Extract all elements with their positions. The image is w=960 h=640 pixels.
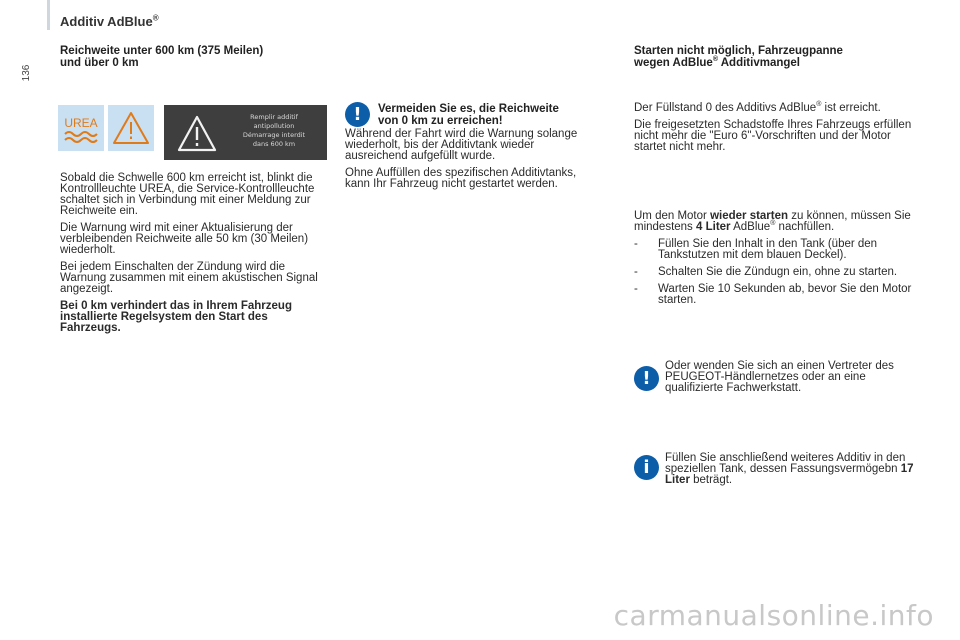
left-column-text xyxy=(60,173,330,340)
middle-para-1: Während der Fahrt wird die Warnung solange wiederholt, bis der Additivtank wieder ausreichend aufgefüllt wurde. xyxy=(345,128,578,162)
left-heading-line1: Reichweite unter 600 km (375 Meilen) xyxy=(60,45,264,57)
left-para-1: Sobald die Schwelle 600 km erreicht ist, blinkt die Kontrollleuchte UREA, die Service-Kontrollleuchte schaltet sich in Verbindung mit einer Meldung zur Reichweite ein. xyxy=(60,172,315,217)
middle-heading-line1: Vermeiden Sie es, die Reichweite xyxy=(378,103,559,115)
right-column-refill xyxy=(634,211,914,312)
left-para-2: Die Warnung wird mit einer Aktualisierung der verbleibenden Reichweite alle 50 km (30 Meilen) wiederholt. xyxy=(60,222,309,256)
dealer-warning-note: Oder wenden Sie sich an einen Vertreter des PEUGEOT-Händlernetzes oder an eine qualifizierte Fachwerkstatt. xyxy=(665,360,894,394)
info-glyph: i xyxy=(643,457,650,478)
display-message-text xyxy=(224,113,324,149)
page-number: 136 xyxy=(21,64,32,82)
left-section-heading xyxy=(60,45,340,69)
watermark: carmanualsonline.info xyxy=(613,599,934,632)
right-column-intro xyxy=(634,103,914,159)
dealer-warning-icon xyxy=(634,366,659,391)
right-para-2: Die freigesetzten Schadstoffe Ihres Fahrzeugs erfüllen nicht mehr die "Euro 6"-Vorschriften und der Motor startet nicht mehr. xyxy=(634,119,912,153)
urea-label: UREA xyxy=(64,116,98,130)
warning-icon xyxy=(345,102,370,127)
middle-heading-line2: von 0 km zu erreichen! xyxy=(378,115,503,127)
capacity-info-note: Füllen Sie anschließend weiteres Additiv in den speziellen Tank, dessen Fassungsvermögebn 17 Liter beträgt. xyxy=(665,452,914,486)
left-heading-line2: und über 0 km xyxy=(60,57,139,69)
urea-icon xyxy=(58,105,104,151)
middle-column-text xyxy=(345,129,595,196)
right-heading-line1: Starten nicht möglich, Fahrzeugpanne xyxy=(634,45,843,57)
display-line-2: antipollution xyxy=(253,122,295,130)
refill-steps-list xyxy=(634,239,914,306)
instrument-display-message xyxy=(164,105,327,160)
display-line-1: Remplir additif xyxy=(250,113,298,121)
right-section-heading xyxy=(634,45,924,69)
right-para-3: Um den Motor wieder starten zu können, müssen Sie mindestens 4 Liter AdBlue® nachfüllen. xyxy=(634,210,911,233)
list-item: - Schalten Sie die Zündugn ein, ohne zu starten. xyxy=(634,267,914,278)
info-icon xyxy=(634,455,659,480)
right-para-1: Der Füllstand 0 des Additivs AdBlue® ist erreicht. xyxy=(634,101,881,114)
urea-warning-lamp-tile xyxy=(58,105,104,151)
warning-glyph: ! xyxy=(353,104,362,125)
service-warning-lamp-tile xyxy=(108,105,154,151)
right-heading-line2: wegen AdBlue® Additivmangel xyxy=(634,56,800,69)
service-warning-triangle-icon xyxy=(108,105,154,151)
warning-glyph: ! xyxy=(642,368,651,389)
left-para-4-bold: Bei 0 km verhindert das in Ihrem Fahrzeug installierte Regelsystem den Start des Fahrzeugs. xyxy=(60,300,292,334)
chapter-title: Additiv AdBlue® xyxy=(60,13,159,29)
middle-para-2: Ohne Auffüllen des spezifischen Additivtanks, kann Ihr Fahrzeug nicht gestartet werden. xyxy=(345,167,577,190)
display-warning-triangle-icon xyxy=(172,105,222,160)
middle-warning-heading xyxy=(378,103,608,127)
list-item: - Warten Sie 10 Sekunden ab, bevor Sie den Motor starten. xyxy=(634,284,914,306)
list-item: - Füllen Sie den Inhalt in den Tank (über den Tankstutzen mit dem blauen Deckel). xyxy=(634,239,914,261)
left-para-3: Bei jedem Einschalten der Zündung wird die Warnung zusammen mit einem akustischen Signal angezeigt. xyxy=(60,261,318,295)
chapter-side-bar xyxy=(47,0,50,30)
display-line-4: dans 600 km xyxy=(252,140,296,148)
display-line-3: Démarrage interdit xyxy=(242,131,306,139)
